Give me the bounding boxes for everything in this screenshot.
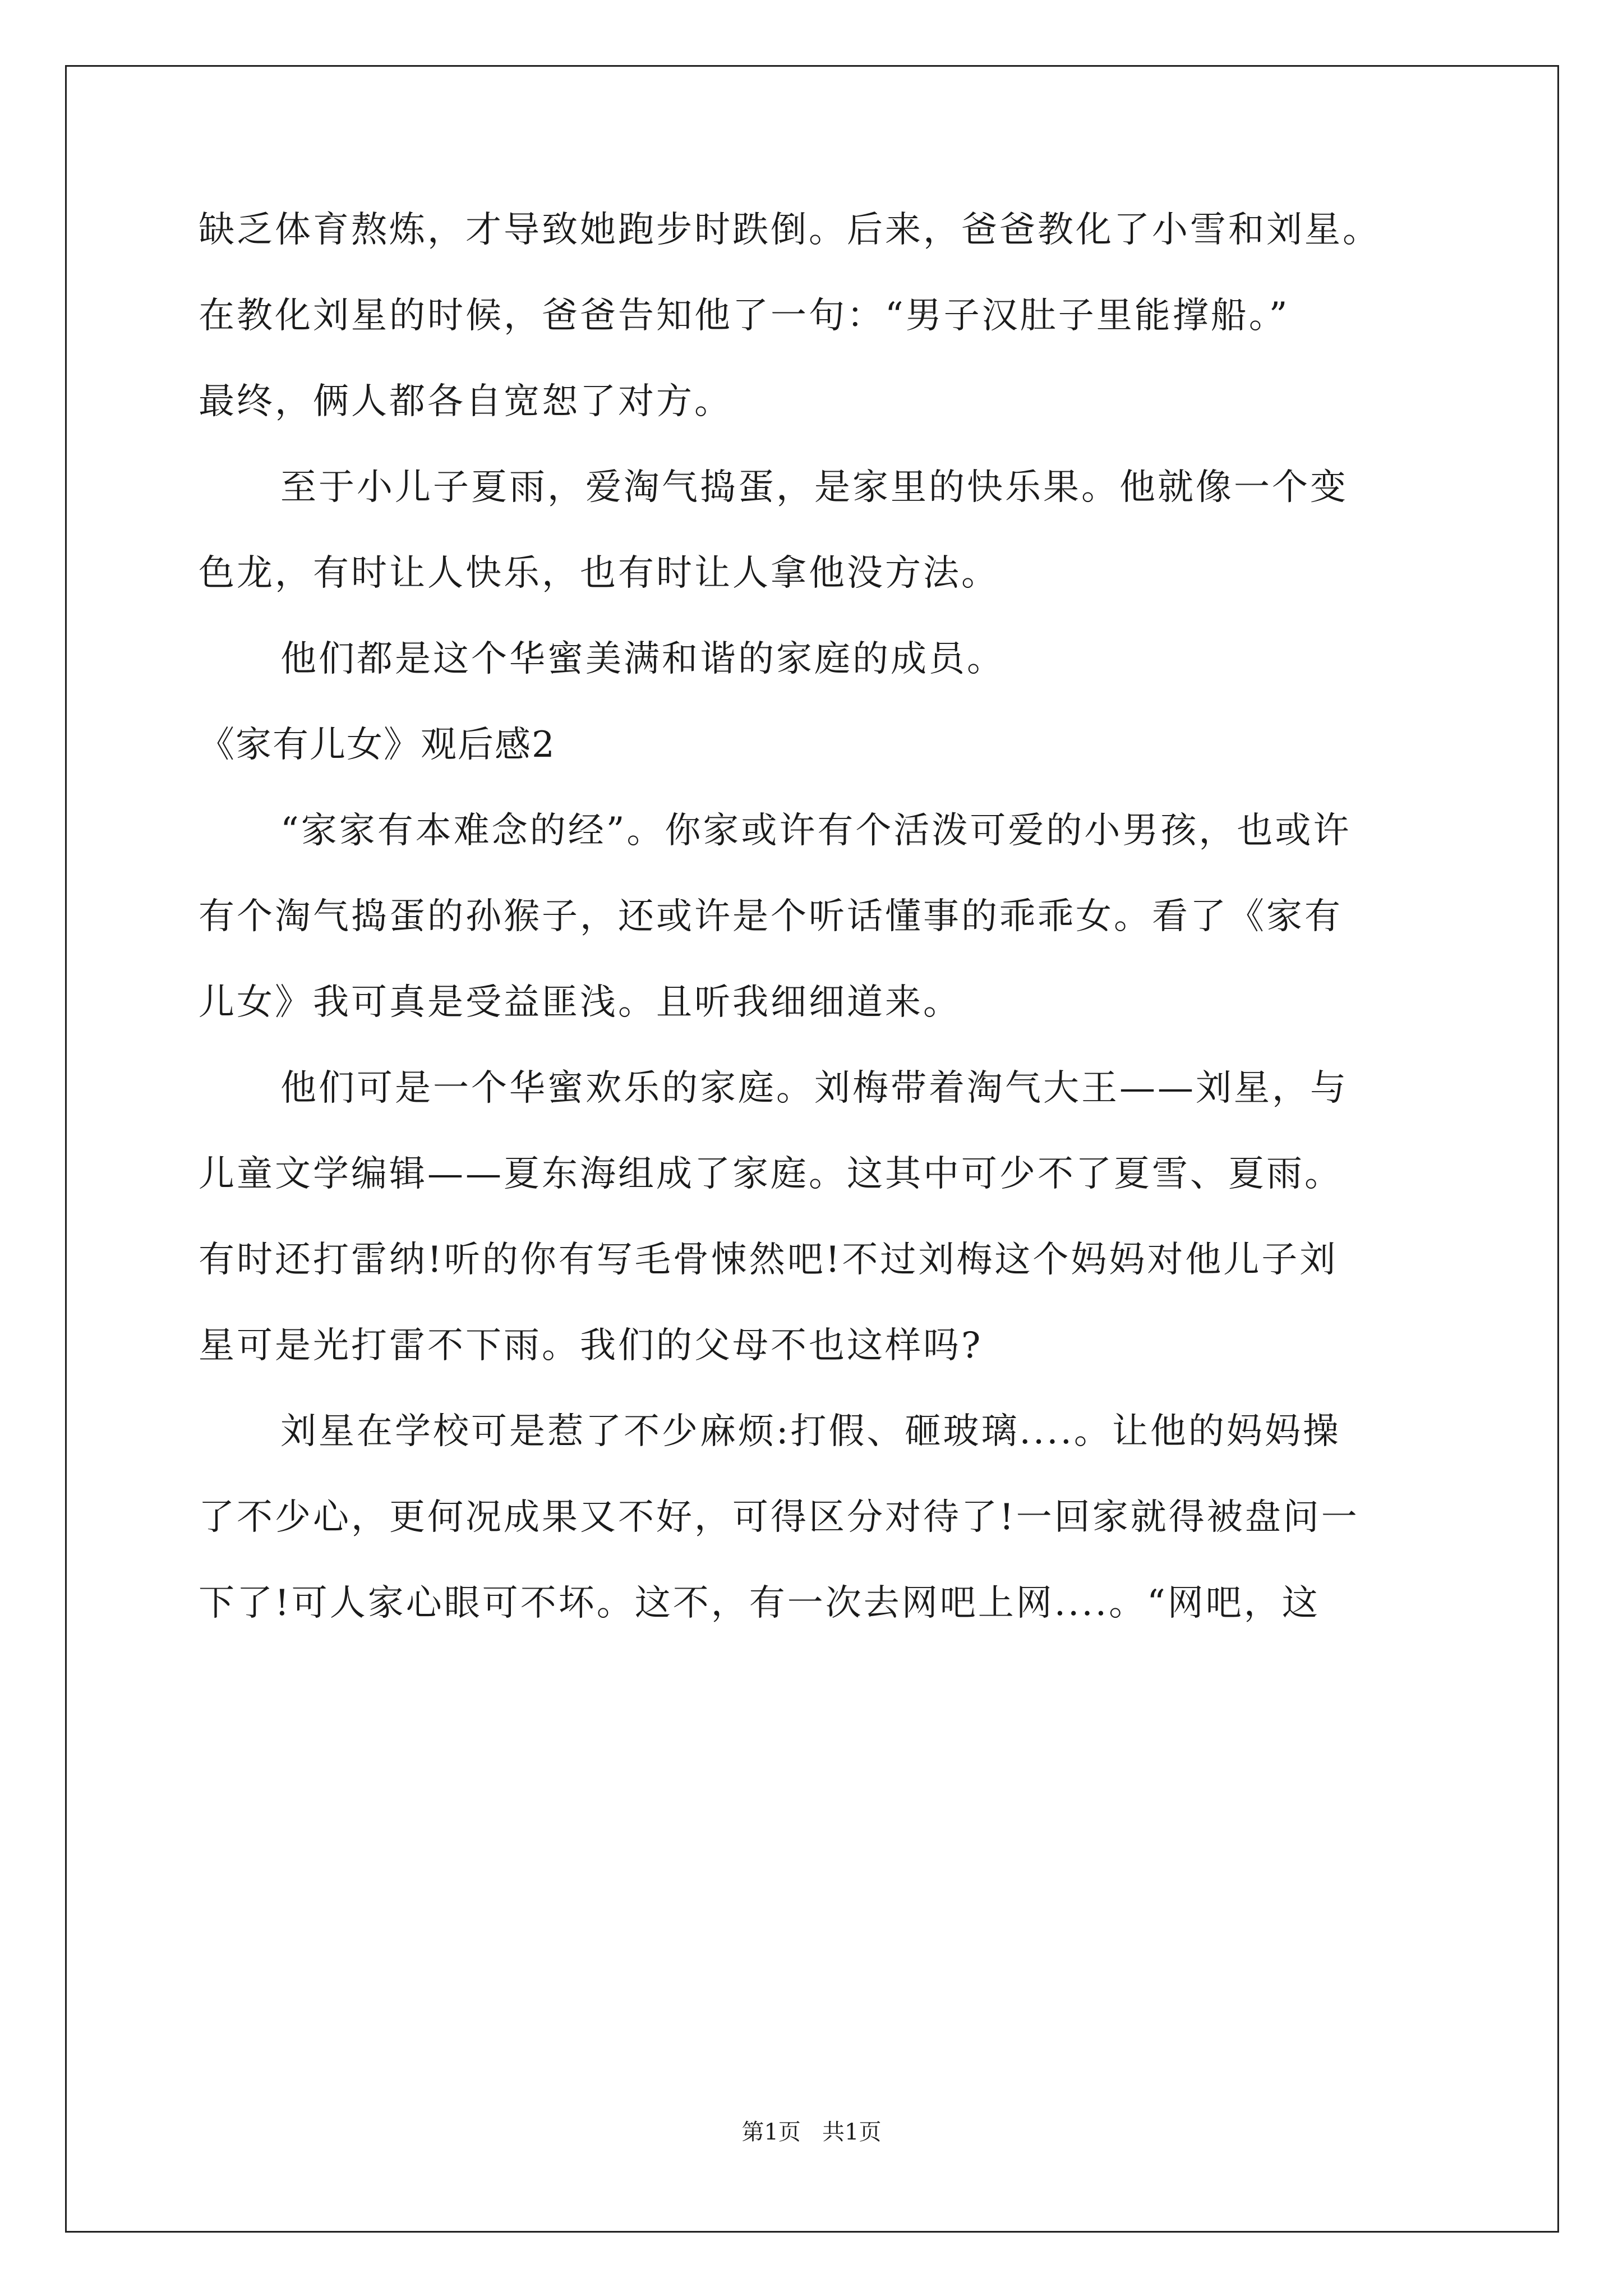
paragraph-start-line: 他们都是这个华蜜美满和谐的家庭的成员。 — [280, 638, 1005, 680]
text-line: 在教化刘星的时候，爸爸告知他了一句：“男子汉肚子里能撑船。” — [199, 295, 1290, 337]
section-heading: 《家有儿女》观后感2 — [199, 724, 556, 766]
text-line: 儿童文学编辑——夏东海组成了家庭。这其中可少不了夏雪、夏雨。 — [199, 1153, 1343, 1195]
paragraph-start-line: 至于小儿子夏雨，爱淘气捣蛋，是家里的快乐果。他就像一个变 — [280, 467, 1348, 508]
text-line: 星可是光打雷不下雨。我们的父母不也这样吗? — [199, 1325, 983, 1366]
text-line: 有时还打雷纳!听的你有写毛骨悚然吧!不过刘梅这个妈妈对他儿子刘 — [199, 1239, 1338, 1281]
paragraph-start-line: 刘星在学校可是惹了不少麻烦:打假、砸玻璃....。让他的妈妈操 — [280, 1411, 1341, 1452]
paragraph-start-line: 他们可是一个华蜜欢乐的家庭。刘梅带着淘气大王——刘星，与 — [280, 1068, 1348, 1109]
text-line: 缺乏体育熬炼，才导致她跑步时跌倒。后来，爸爸教化了小雪和刘星。 — [199, 209, 1381, 251]
page-footer: 第1页 共1页 — [741, 2119, 882, 2145]
text-line: 最终，俩人都各自宽恕了对方。 — [199, 381, 732, 422]
paragraph-start-line: “家家有本难念的经”。你家或许有个活泼可爱的小男孩，也或许 — [280, 810, 1352, 852]
text-line: 色龙，有时让人快乐，也有时让人拿他没方法。 — [199, 553, 999, 594]
text-line: 儿女》我可真是受益匪浅。且听我细细道来。 — [199, 982, 961, 1023]
text-line: 了不少心，更何况成果又不好，可得区分对待了!一回家就得被盘问一 — [199, 1497, 1359, 1538]
text-line: 下了!可人家心眼可不坏。这不，有一次去网吧上网....。“网吧，这 — [199, 1582, 1320, 1624]
text-line: 有个淘气捣蛋的孙猴子，还或许是个听话懂事的乖乖女。看了《家有 — [199, 896, 1343, 937]
